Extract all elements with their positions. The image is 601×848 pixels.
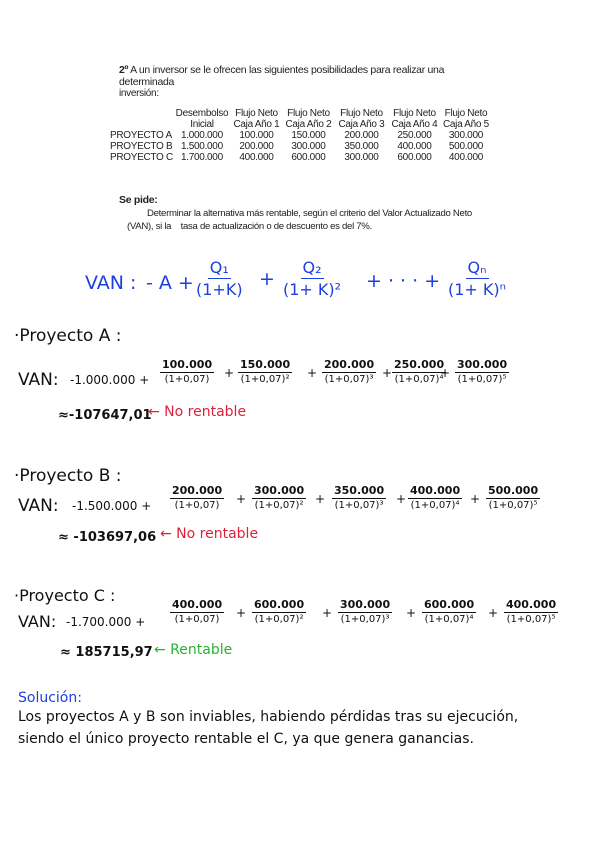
discounted-term	[455, 358, 509, 385]
discounted-term	[252, 484, 306, 511]
discounted-term	[252, 598, 306, 625]
result-value: ≈ -103697,06	[58, 530, 157, 545]
term-denominator: (1+0,07)³	[340, 614, 390, 625]
term-numerator: 300.000	[340, 598, 391, 611]
term-numerator: 400.000	[506, 598, 557, 611]
formula-term-1	[196, 258, 243, 299]
request-section	[119, 194, 479, 233]
table-row	[110, 152, 491, 163]
table-cell: 300.000	[291, 141, 326, 152]
table-header: Flujo Neto	[444, 108, 488, 119]
term-numerator: 300.000	[457, 358, 508, 371]
table-cell: 600.000	[397, 152, 432, 163]
table-cell: 400.000	[239, 152, 274, 163]
project-title: ·Proyecto A :	[14, 326, 122, 346]
table-header: Caja Año 3	[338, 119, 385, 130]
term-numerator: 600.000	[254, 598, 305, 611]
discounted-term	[322, 358, 376, 385]
verdict: ← No rentable	[148, 404, 247, 420]
table-header: Caja Año 5	[442, 119, 489, 130]
term-denominator: (1+0,07)²	[254, 500, 304, 511]
formula-ellipsis: + · · · +	[366, 270, 441, 292]
formula-term-2-num: Q₂	[302, 258, 322, 277]
table-cell: 400.000	[397, 141, 432, 152]
term-denominator: (1+0,07)	[174, 614, 220, 625]
table-cell: 200.000	[239, 141, 274, 152]
term-denominator: (1+0,07)	[174, 500, 220, 511]
initial-investment: -1.500.000 +	[72, 499, 152, 513]
result-value: ≈-107647,01	[58, 408, 152, 423]
table-row	[110, 130, 491, 141]
table-header: Caja Año 2	[285, 119, 332, 130]
term-denominator: (1+0,07)³	[334, 500, 384, 511]
term-numerator: 500.000	[488, 484, 539, 497]
term-denominator: (1+0,07)⁵	[457, 374, 507, 385]
table-cell: 1.700.000	[181, 152, 223, 163]
term-numerator: 150.000	[240, 358, 291, 371]
van-label: VAN:	[18, 370, 59, 390]
term-denominator: (1+0,07)²	[254, 614, 304, 625]
table-header: Flujo Neto	[287, 108, 330, 119]
formula-term-1-den: (1+K)	[196, 280, 243, 299]
term-numerator: 600.000	[424, 598, 475, 611]
term-numerator: 100.000	[162, 358, 213, 371]
plus-sign: +	[382, 366, 393, 380]
cash-flow-table	[110, 108, 491, 163]
plus-sign: +	[470, 492, 481, 506]
table-row	[110, 141, 491, 152]
discounted-term	[422, 598, 476, 625]
initial-investment: -1.000.000 +	[70, 373, 150, 387]
problem-statement	[119, 64, 479, 100]
formula-term-n-den: (1+ K)ⁿ	[448, 280, 507, 299]
van-formula	[0, 252, 601, 312]
discounted-term	[504, 598, 558, 625]
project-b-section	[0, 462, 601, 572]
plus-sign: +	[224, 366, 235, 380]
statement-line-1: A un inversor se le ofrecen las siguientes posibilidades para realizar una determinada	[119, 64, 445, 88]
term-denominator: (1+0,07)²	[240, 374, 290, 385]
discounted-term	[170, 598, 224, 625]
term-denominator: (1+0,07)⁴	[410, 500, 460, 511]
table-header: Flujo Neto	[235, 108, 278, 119]
discounted-term	[332, 484, 386, 511]
discounted-term	[408, 484, 462, 511]
table-header-row-1	[110, 108, 491, 119]
table-cell: 100.000	[239, 130, 274, 141]
term-denominator: (1+0,07)³	[324, 374, 374, 385]
term-denominator: (1+0,07)⁴	[394, 374, 444, 385]
table-cell: 150.000	[291, 130, 326, 141]
term-numerator: 200.000	[324, 358, 375, 371]
table-cell: 400.000	[448, 152, 483, 163]
formula-term-2	[283, 258, 341, 299]
request-line-2: (VAN), si la tasa de actualización o de descuento es del 7%.	[127, 221, 372, 232]
plus-sign: +	[236, 606, 247, 620]
statement-line-2: inversión:	[119, 88, 159, 99]
plus-sign: +	[236, 492, 247, 506]
formula-term-2-den: (1+ K)²	[283, 280, 342, 299]
plus-sign: +	[396, 492, 407, 506]
se-pide-heading: Se pide:	[119, 194, 158, 206]
formula-term-1-num: Q₁	[209, 258, 229, 277]
row-label: PROYECTO C	[110, 152, 173, 163]
term-numerator: 200.000	[172, 484, 223, 497]
project-a-section	[0, 320, 601, 430]
verdict: ← No rentable	[160, 526, 259, 542]
discounted-term	[486, 484, 540, 511]
formula-term-n-num: Qₙ	[467, 258, 487, 277]
plus-sign: +	[322, 606, 333, 620]
discounted-term	[392, 358, 446, 385]
verdict: ← Rentable	[154, 642, 233, 658]
term-numerator: 350.000	[334, 484, 385, 497]
problem-number: 2º	[119, 64, 129, 76]
table-header: Flujo Neto	[393, 108, 436, 119]
term-denominator: (1+0,07)	[164, 374, 210, 385]
plus-sign: +	[406, 606, 417, 620]
term-numerator: 250.000	[394, 358, 445, 371]
request-line-1: Determinar la alternativa más rentable, según el criterio del Valor Actualizado Neto	[147, 208, 472, 219]
project-title: ·Proyecto B :	[14, 466, 122, 486]
formula-minus-a: - A +	[146, 272, 194, 294]
result-value: ≈ 185715,97	[60, 645, 153, 660]
table-cell: 1.000.000	[181, 130, 223, 141]
discounted-term	[238, 358, 292, 385]
table-cell: 300.000	[448, 130, 483, 141]
plus-sign: +	[307, 366, 318, 380]
solution-label: Solución:	[18, 690, 82, 706]
table-cell: 500.000	[448, 141, 483, 152]
table-cell: 350.000	[344, 141, 379, 152]
discounted-term	[170, 484, 224, 511]
formula-van-label: VAN :	[85, 272, 137, 294]
formula-term-n	[448, 258, 506, 299]
term-denominator: (1+0,07)⁴	[424, 614, 474, 625]
table-cell: 1.500.000	[181, 141, 223, 152]
discounted-term	[338, 598, 392, 625]
table-header: Desembolso	[175, 108, 229, 119]
table-header: Flujo Neto	[340, 108, 383, 119]
van-label: VAN:	[18, 496, 59, 516]
table-cell: 600.000	[291, 152, 326, 163]
table-cell: 200.000	[344, 130, 379, 141]
plus-sign: +	[315, 492, 326, 506]
van-label: VAN:	[18, 612, 57, 631]
table-header: Caja Año 1	[233, 119, 280, 130]
solution-section	[18, 690, 588, 750]
project-c-section	[0, 584, 601, 674]
table-header: Caja Año 4	[391, 119, 438, 130]
plus-sign: +	[488, 606, 499, 620]
discounted-term	[160, 358, 214, 385]
formula-plus: +	[259, 268, 275, 290]
term-numerator: 400.000	[172, 598, 223, 611]
solution-line-2: siendo el único proyecto rentable el C, ya que genera ganancias.	[18, 731, 474, 747]
table-cell: 250.000	[397, 130, 432, 141]
term-denominator: (1+0,07)⁵	[488, 500, 538, 511]
table-header: Inicial	[190, 119, 214, 130]
solution-line-1: Los proyectos A y B son inviables, habiendo pérdidas tras su ejecución,	[18, 709, 519, 725]
term-denominator: (1+0,07)⁵	[506, 614, 556, 625]
term-numerator: 300.000	[254, 484, 305, 497]
row-label: PROYECTO B	[110, 141, 173, 152]
project-title: ·Proyecto C :	[14, 586, 116, 605]
term-numerator: 400.000	[410, 484, 461, 497]
table-header-row-2	[110, 119, 491, 130]
initial-investment: -1.700.000 +	[66, 615, 146, 629]
plus-sign: +	[440, 366, 451, 380]
row-label: PROYECTO A	[110, 130, 172, 141]
table-cell: 300.000	[344, 152, 379, 163]
